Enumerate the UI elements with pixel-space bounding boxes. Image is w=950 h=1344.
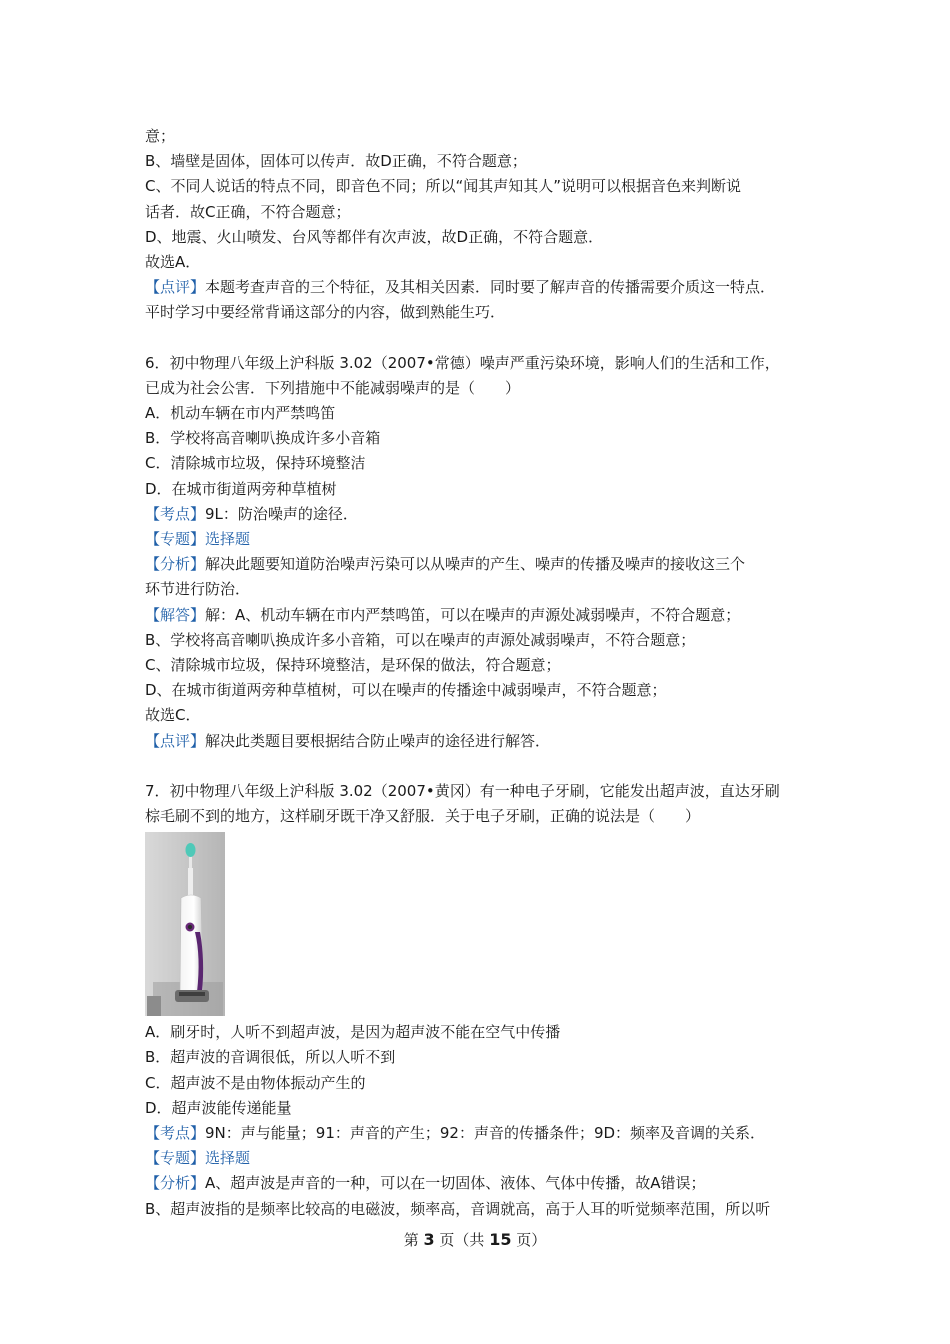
q5-line: C、不同人说话的特点不同，即音色不同；所以“闻其声知其人”说明可以根据音色来判断说 — [145, 177, 742, 196]
q6-jieda-d: D、在城市街道两旁种草植树，可以在噪声的传播途中减弱噪声，不符合题意； — [145, 681, 667, 700]
q7-stem: 棕毛刷不到的地方，这样刷牙既干净又舒服．关于电子牙刷，正确的说法是（ ） — [145, 807, 701, 826]
jieda-text: 解：A、机动车辆在市内严禁鸣笛，可以在噪声的声源处减弱噪声，不符合题意； — [205, 605, 741, 624]
q7-kaodian — [145, 1121, 815, 1146]
q7-zhuanti — [145, 1146, 815, 1171]
q6-jieda-c: C、清除城市垃圾，保持环境整洁，是环保的做法，符合题意； — [145, 655, 561, 674]
q6-fenxi-cont: 环节进行防治． — [145, 580, 251, 599]
q6-stem: 6．初中物理八年级上沪科版 3.02（2007•常德）噪声严重污染环境，影响人们的生活和工作， — [145, 353, 780, 372]
page-content — [145, 124, 815, 1222]
q7-option-a: A．刷牙时，人听不到超声波，是因为超声波不能在空气中传播 — [145, 1023, 561, 1042]
q7-option-c: C．超声波不是由物体振动产生的 — [145, 1073, 366, 1092]
page-footer — [0, 1229, 950, 1250]
q7-fenxi-b: B、超声波指的是频率比较高的电磁波，频率高，音调就高，高于人耳的听觉频率范围，所以听 — [145, 1199, 771, 1218]
kaodian-text: 9N：声与能量；91：声音的产生；92：声音的传播条件；9D：频率及音调的关系． — [205, 1124, 766, 1142]
q6-choice: 故选C． — [145, 706, 201, 725]
comment-tag: 【点评】 — [145, 278, 206, 297]
kaodian-tag: 【考点】 — [145, 504, 206, 523]
q6-option-a: A．机动车辆在市内严禁鸣笛 — [145, 404, 336, 423]
q6-fenxi — [145, 552, 815, 577]
q5-line: D、地震、火山喷发、台风等都伴有次声波，故D正确，不符合题意． — [145, 227, 604, 246]
q6-zhuanti — [145, 527, 815, 552]
q5-line: 话者．故C正确，不符合题意； — [145, 202, 351, 221]
q6-stem: 已成为社会公害．下列措施中不能减弱噪声的是（ ） — [145, 378, 521, 397]
q6-dianping — [145, 729, 815, 754]
dianping-text: 解决此类题目要根据结合防止噪声的途径进行解答． — [205, 731, 551, 750]
q7-fenxi — [145, 1171, 815, 1196]
spacer — [145, 754, 815, 779]
footer-page-number: 3 — [423, 1230, 435, 1249]
jieda-tag: 【解答】 — [145, 605, 206, 624]
footer-suffix: 页） — [511, 1231, 547, 1249]
footer-middle: 页（共 — [434, 1231, 490, 1249]
q6-option-c: C．清除城市垃圾，保持环境整洁 — [145, 454, 366, 473]
q6-option-b: B．学校将高音喇叭换成许多小音箱 — [145, 429, 381, 448]
q5-comment — [145, 275, 815, 300]
kaodian-text: 9L：防治噪声的途径． — [205, 504, 358, 523]
zhuanti-tag: 【专题】 — [145, 1149, 206, 1168]
fenxi-tag: 【分析】 — [145, 1174, 206, 1193]
zhuanti-tag: 【专题】 — [145, 530, 206, 548]
zhuanti-text: 选择题 — [205, 530, 251, 548]
footer-prefix: 第 — [403, 1231, 424, 1249]
q7-option-d: D．超声波能传递能量 — [145, 1098, 292, 1117]
spacer — [145, 326, 815, 351]
electric-toothbrush-image — [145, 832, 225, 1016]
q6-jieda-b: B、学校将高音喇叭换成许多小音箱，可以在噪声的声源处减弱噪声，不符合题意； — [145, 630, 696, 649]
dianping-tag: 【点评】 — [145, 731, 206, 750]
q5-comment-cont: 平时学习中要经常背诵这部分的内容，做到熟能生巧． — [145, 303, 506, 322]
q5-line: B、墙壁是固体，固体可以传声．故D正确，不符合题意； — [145, 152, 527, 171]
fenxi-text: 解决此题要知道防治噪声污染可以从噪声的产生、噪声的传播及噪声的接收这三个 — [205, 555, 746, 574]
q5-choice: 故选A． — [145, 252, 201, 271]
q6-kaodian — [145, 502, 815, 527]
footer-total-pages: 15 — [489, 1230, 512, 1249]
q7-option-b: B．超声波的音调很低，所以人听不到 — [145, 1048, 396, 1067]
comment-text: 本题考查声音的三个特征，及其相关因素．同时要了解声音的传播需要介质这一特点． — [205, 278, 776, 297]
fenxi-tag: 【分析】 — [145, 555, 206, 574]
q6-option-d: D．在城市街道两旁种草植树 — [145, 479, 337, 498]
kaodian-tag: 【考点】 — [145, 1124, 206, 1142]
q7-stem: 7．初中物理八年级上沪科版 3.02（2007•黄冈）有一种电子牙刷，它能发出超声波，直达牙刷 — [145, 781, 780, 800]
q6-jieda — [145, 603, 815, 628]
zhuanti-text: 选择题 — [205, 1149, 251, 1168]
q5-line: 意； — [145, 127, 176, 145]
fenxi-text: A、超声波是声音的一种，可以在一切固体、液体、气体中传播，故A错误； — [205, 1174, 706, 1193]
